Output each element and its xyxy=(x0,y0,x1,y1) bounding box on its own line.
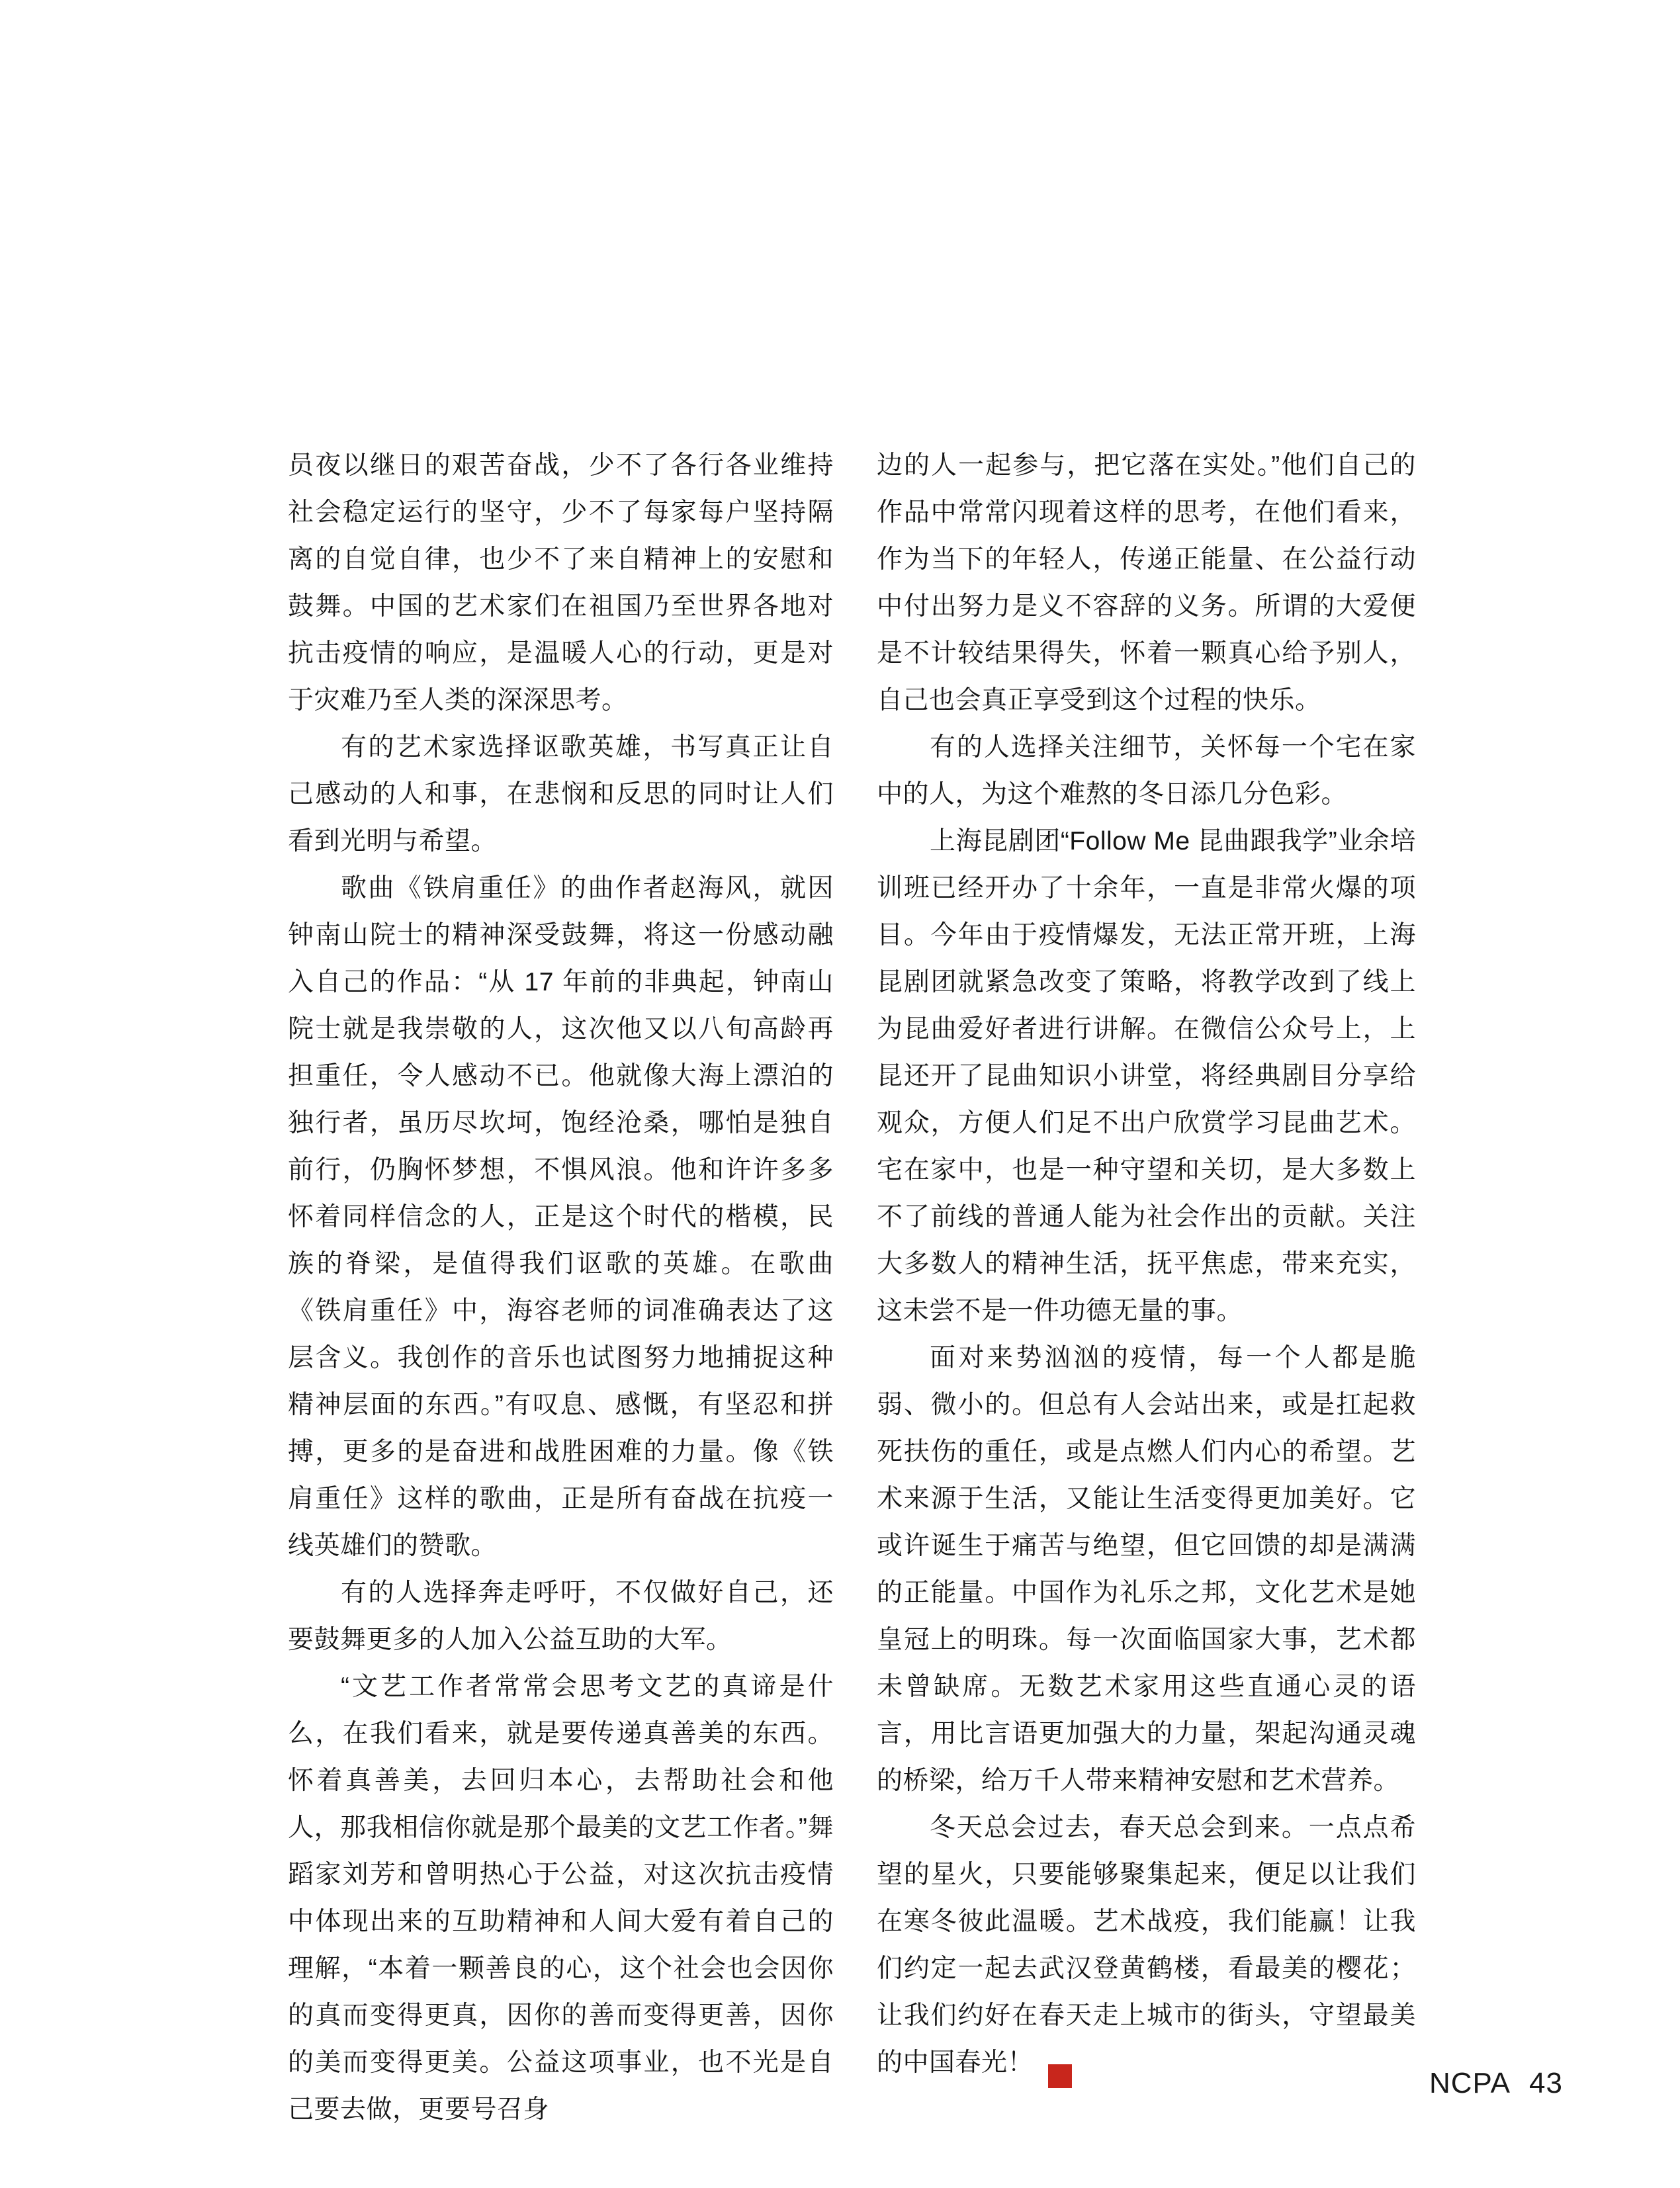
article-column-left xyxy=(288,442,834,2133)
page-number: 43 xyxy=(1528,2067,1563,2099)
journal-name: NCPA xyxy=(1429,2067,1511,2099)
paragraph: “文艺工作者常常会思考文艺的真谛是什么，在我们看来，就是要传递真善美的东西。怀着真善美，去回归本心，去帮助社会和他人，那我相信你就是那个最美的文艺工作者。”舞蹈家刘芳和曾明热心于公益，对这次抗击疫情中体现出来的互助精神和人间大爱有着自己的理解，“本着一颗善良的心，这个社会也会因你的真而变得更真，因你的善而变得更善，因你的美而变得更美。公益这项事业，也不光是自己要去做，更要号召身 xyxy=(288,1673,834,2124)
article-column-right xyxy=(877,442,1416,2088)
paragraph: 歌曲《铁肩重任》的曲作者赵海风，就因钟南山院士的精神深受鼓舞，将这一份感动融入自己的作品：“从 17 年前的非典起，钟南山院士就是我崇敬的人，这次他又以八旬高龄再担重任，令人感动不已。他就像大海上漂泊的独行者，虽历尽坎坷，饱经沧桑，哪怕是独自前行，仍胸怀梦想，不惧风浪。他和许许多多怀着同样信念的人，正是这个时代的楷模，民族的脊梁，是值得我们讴歌的英雄。在歌曲《铁肩重任》中，海容老师的词准确表达了这层含义。我创作的音乐也试图努力地捕捉这种精神层面的东西。”有叹息、感慨，有坚忍和拼搏，更多的是奋进和战胜困难的力量。像《铁肩重任》这样的歌曲，正是所有奋战在抗疫一线英雄们的赞歌。 xyxy=(288,874,834,1560)
page-footer xyxy=(1429,2068,1563,2099)
ncpa-seal-icon: NC PA xyxy=(1048,2064,1072,2088)
paragraph: 边的人一起参与，把它落在实处。”他们自己的作品中常常闪现着这样的思考，在他们看来，作为当下的年轻人，传递正能量、在公益行动中付出努力是义不容辞的义务。所谓的大爱便是不计较结果得失，怀着一颗真心给予别人，自己也会真正享受到这个过程的快乐。 xyxy=(877,451,1416,715)
paragraph: 上海昆剧团“Follow Me 昆曲跟我学”业余培训班已经开办了十余年，一直是非常火爆的项目。今年由于疫情爆发，无法正常开班，上海昆剧团就紧急改变了策略，将教学改到了线上为昆曲爱好者进行讲解。在微信公众号上，上昆还开了昆曲知识小讲堂，将经典剧目分享给观众，方便人们足不出户欣赏学习昆曲艺术。宅在家中，也是一种守望和关切，是大多数上不了前线的普通人能为社会作出的贡献。关注大多数人的精神生活，抚平焦虑，带来充实，这未尝不是一件功德无量的事。 xyxy=(877,827,1416,1325)
paragraph: 员夜以继日的艰苦奋战，少不了各行各业维持社会稳定运行的坚守，少不了每家每户坚持隔离的自觉自律，也少不了来自精神上的安慰和鼓舞。中国的艺术家们在祖国乃至世界各地对抗击疫情的响应，是温暖人心的行动，更是对于灾难乃至人类的深深思考。 xyxy=(288,451,834,715)
paragraph: 有的人选择关注细节，关怀每一个宅在家中的人，为这个难熬的冬日添几分色彩。 xyxy=(877,733,1416,809)
paragraph: 冬天总会过去，春天总会到来。一点点希望的星火，只要能够聚集起来，便足以让我们在寒冬彼此温暖。艺术战疫，我们能赢！让我们约定一起去武汉登黄鹤楼，看最美的樱花；让我们约好在春天走上城市的街头，守望最美的中国春光！ NC PA xyxy=(877,1814,1416,2087)
paragraph: 面对来势汹汹的疫情，每一个人都是脆弱、微小的。但总有人会站出来，或是扛起救死扶伤的重任，或是点燃人们内心的希望。艺术来源于生活，又能让生活变得更加美好。它或许诞生于痛苦与绝望，但它回馈的却是满满的正能量。中国作为礼乐之邦，文化艺术是她皇冠上的明珠。每一次面临国家大事，艺术都未曾缺席。无数艺术家用这些直通心灵的语言，用比言语更加强大的力量，架起沟通灵魂的桥梁，给万千人带来精神安慰和艺术营养。 xyxy=(877,1344,1416,1795)
paragraph: 有的人选择奔走呼吁，不仅做好自己，还要鼓舞更多的人加入公益互助的大军。 xyxy=(288,1579,834,1654)
paragraph: 有的艺术家选择讴歌英雄，书写真正让自己感动的人和事，在悲悯和反思的同时让人们看到光明与希望。 xyxy=(288,733,834,855)
